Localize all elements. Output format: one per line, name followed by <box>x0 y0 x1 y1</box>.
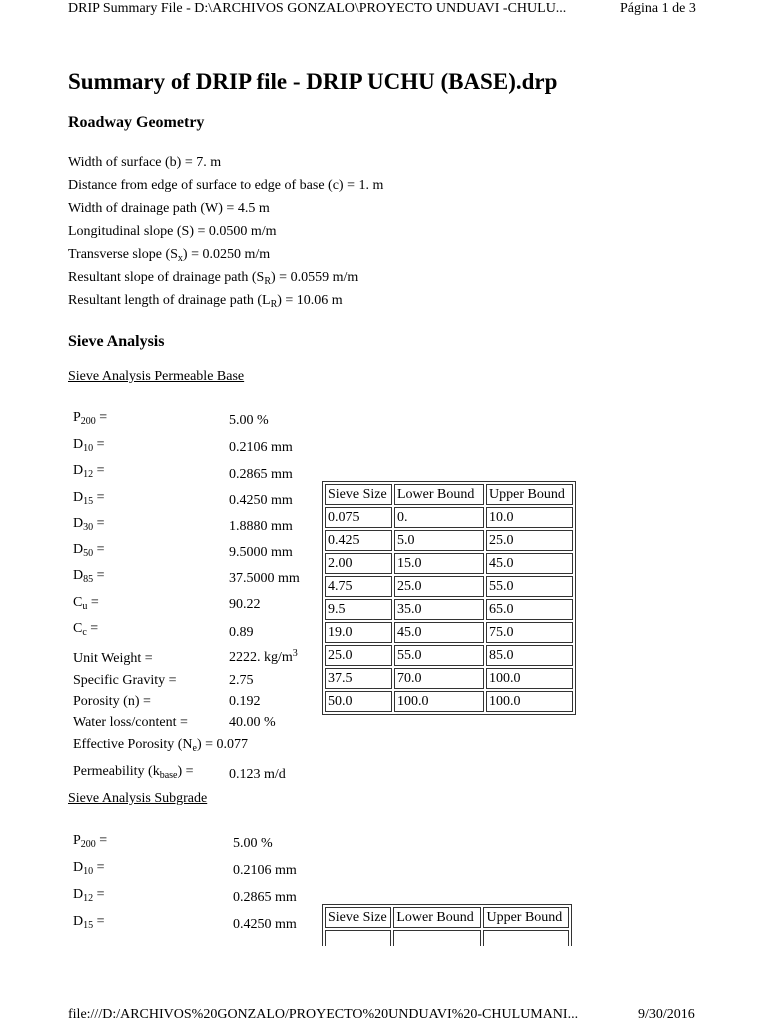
table-cell: 70.0 <box>394 668 484 689</box>
table-row <box>325 530 573 551</box>
resultant-length: Resultant length of drainage path $(L_R) = 10.06$ m <box>68 293 343 310</box>
table-cell: 25.0 <box>486 530 573 551</box>
cc-label: $C_c$ = <box>73 621 99 638</box>
d12-label: $D_{12}$ = <box>73 463 105 480</box>
p200-value: 5.00 % <box>229 413 269 428</box>
table-row <box>325 507 573 528</box>
p200-label: $P_{200}$ = <box>73 410 108 427</box>
permeable-base-sieve-table <box>322 481 576 715</box>
porosity-label: Porosity (n) = <box>73 694 151 709</box>
specific-gravity-value: 2.75 <box>229 673 254 688</box>
table-row <box>325 645 573 666</box>
table-cell: 0. <box>394 507 484 528</box>
subgrade-heading: Sieve Analysis Subgrade <box>68 791 208 806</box>
drainage-path-width: Width of drainage path (W) = 4.5 m <box>68 201 270 216</box>
table-cell: 85.0 <box>486 645 573 666</box>
water-loss-label: Water loss/content = <box>73 715 188 730</box>
d15-value: 0.4250 mm <box>229 493 293 508</box>
table-cell: 5.0 <box>394 530 484 551</box>
table-row <box>325 576 573 597</box>
table-row <box>325 668 573 689</box>
page-header-path: DRIP Summary File - D:\ARCHIVOS GONZALO\PROYECTO UNDUAVI -CHULU... <box>68 1 567 16</box>
effective-porosity: Effective Porosity $(N_e) = 0.077$ <box>73 737 249 754</box>
table-cell: 45.0 <box>394 622 484 643</box>
table-row <box>325 930 569 946</box>
table-cell: 55.0 <box>486 576 573 597</box>
d85-label: $D_{85}$ = <box>73 568 105 585</box>
subgrade-sieve-table <box>322 904 572 946</box>
d30-value: 1.8880 mm <box>229 519 293 534</box>
col-header-sieve-size: Sieve Size <box>325 907 391 928</box>
longitudinal-slope: Longitudinal slope (S) = 0.0500 m/m <box>68 224 277 239</box>
page-title: Summary of DRIP file - DRIP UCHU (BASE).drp <box>68 69 558 94</box>
subgrade-d10-label: $D_{10}$ = <box>73 860 105 877</box>
table-cell <box>393 930 481 946</box>
table-cell: 37.5 <box>325 668 392 689</box>
edge-distance: Distance from edge of surface to edge of base (c) = 1. m <box>68 178 384 193</box>
subgrade-table-clip <box>322 904 572 946</box>
table-cell: 4.75 <box>325 576 392 597</box>
d30-label: $D_{30}$ = <box>73 516 105 533</box>
table-cell: 75.0 <box>486 622 573 643</box>
d50-value: 9.5000 mm <box>229 545 293 560</box>
subgrade-d15-value: 0.4250 mm <box>233 917 297 932</box>
table-cell: 19.0 <box>325 622 392 643</box>
width-of-surface: Width of surface (b) = 7. m <box>68 155 222 170</box>
table-row <box>325 599 573 620</box>
cc-value: 0.89 <box>229 625 254 640</box>
d85-value: 37.5000 mm <box>229 571 300 586</box>
transverse-slope: Transverse slope $(S_x) = 0.0250$ m/m <box>68 247 271 264</box>
table-cell: 25.0 <box>394 576 484 597</box>
table-cell: 2.00 <box>325 553 392 574</box>
roadway-geometry-list <box>68 151 383 312</box>
d10-label: $D_{10}$ = <box>73 437 105 454</box>
d50-label: $D_{50}$ = <box>73 542 105 559</box>
d15-label: $D_{15}$ = <box>73 490 105 507</box>
table-row <box>325 553 573 574</box>
cu-value: 90.22 <box>229 597 261 612</box>
roadway-geometry-heading: Roadway Geometry <box>68 114 205 131</box>
col-header-sieve-size: Sieve Size <box>325 484 392 505</box>
cu-label: $C_u$ = <box>73 595 99 612</box>
table-cell: 0.075 <box>325 507 392 528</box>
table-cell: 15.0 <box>394 553 484 574</box>
water-loss-value: 40.00 % <box>229 715 276 730</box>
permeable-base-properties <box>73 410 323 790</box>
page-number: Página 1 de 3 <box>620 1 696 16</box>
table-header-row <box>325 484 573 505</box>
table-cell <box>483 930 569 946</box>
sieve-analysis-heading: Sieve Analysis <box>68 333 165 350</box>
col-header-lower-bound: Lower Bound <box>394 484 484 505</box>
table-cell: 65.0 <box>486 599 573 620</box>
page-footer-url: file:///D:/ARCHIVOS%20GONZALO/PROYECTO%20UNDUAVI%20-CHULUMANI... <box>68 1007 579 1022</box>
table-cell: 35.0 <box>394 599 484 620</box>
d12-value: 0.2865 mm <box>229 467 293 482</box>
subgrade-d10-value: 0.2106 mm <box>233 863 297 878</box>
table-cell: 0.425 <box>325 530 392 551</box>
table-cell: 9.5 <box>325 599 392 620</box>
col-header-upper-bound: Upper Bound <box>483 907 569 928</box>
subgrade-d12-value: 0.2865 mm <box>233 890 297 905</box>
table-row <box>325 622 573 643</box>
table-cell: 50.0 <box>325 691 392 712</box>
table-cell: 45.0 <box>486 553 573 574</box>
table-cell: 100.0 <box>394 691 484 712</box>
table-cell: 100.0 <box>486 691 573 712</box>
table-row <box>325 691 573 712</box>
subgrade-properties <box>73 833 323 943</box>
permeable-base-heading: Sieve Analysis Permeable Base <box>68 369 245 384</box>
d10-value: 0.2106 mm <box>229 440 293 455</box>
table-header-row <box>325 907 569 928</box>
subgrade-p200-label: $P_{200}$ = <box>73 833 108 850</box>
table-cell <box>325 930 391 946</box>
unit-weight-value: 2222. $kg/m^3$ <box>229 648 298 665</box>
unit-weight-label: Unit Weight = <box>73 651 153 666</box>
table-cell: 55.0 <box>394 645 484 666</box>
resultant-slope: Resultant slope of drainage path $(S_R) = 0.0559$ m/m <box>68 270 359 287</box>
subgrade-p200-value: 5.00 % <box>233 836 273 851</box>
table-cell: 25.0 <box>325 645 392 666</box>
porosity-value: 0.192 <box>229 694 261 709</box>
col-header-upper-bound: Upper Bound <box>486 484 573 505</box>
subgrade-d15-label: $D_{15}$ = <box>73 914 105 931</box>
table-cell: 10.0 <box>486 507 573 528</box>
page-footer-date: 9/30/2016 <box>638 1007 695 1022</box>
subgrade-d12-label: $D_{12}$ = <box>73 887 105 904</box>
permeability-value: 0.123 m/d <box>229 767 286 782</box>
col-header-lower-bound: Lower Bound <box>393 907 481 928</box>
table-cell: 100.0 <box>486 668 573 689</box>
specific-gravity-label: Specific Gravity = <box>73 673 177 688</box>
permeability-label: Permeability $(k_{base})$ = <box>73 764 194 781</box>
